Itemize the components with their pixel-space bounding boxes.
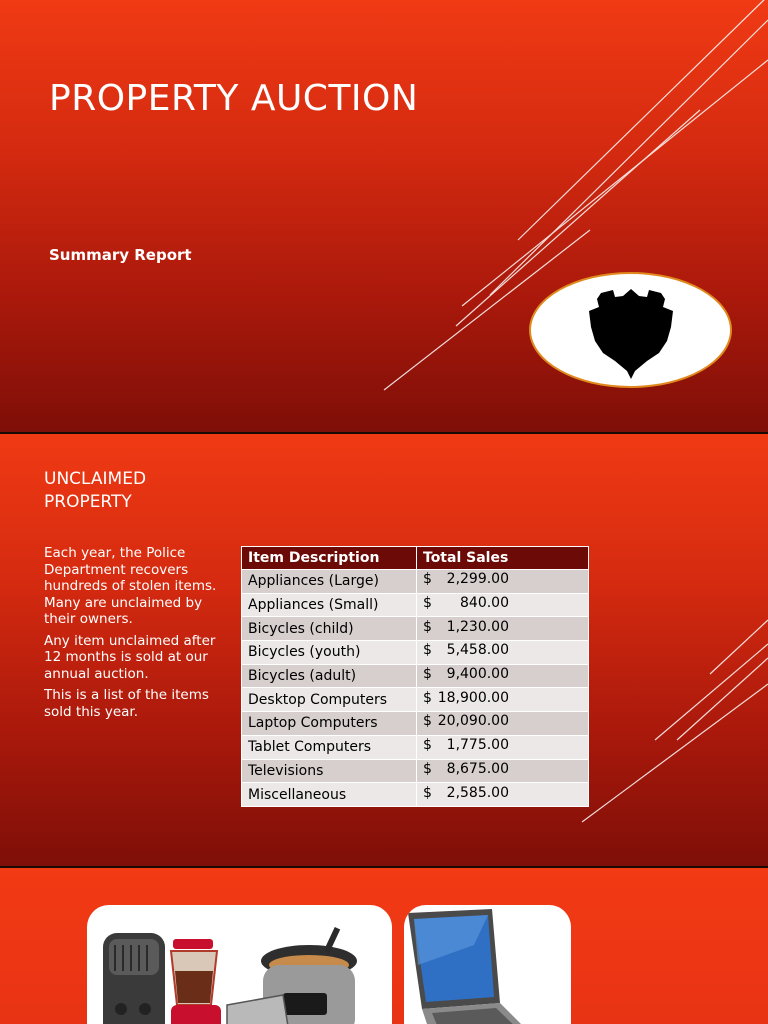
total-sales-cell bbox=[417, 570, 589, 594]
slide-title: PROPERTY AUCTION bbox=[49, 78, 419, 119]
total-sales-cell bbox=[417, 617, 589, 641]
table-row bbox=[242, 617, 589, 641]
currency-symbol: $ bbox=[423, 618, 432, 635]
table-header-row bbox=[242, 547, 589, 570]
table-row bbox=[242, 570, 589, 594]
table-row bbox=[242, 688, 589, 712]
sales-amount: 840.00 bbox=[460, 595, 509, 612]
table-row bbox=[242, 759, 589, 783]
police-badge-icon bbox=[587, 287, 675, 379]
item-description-cell: Bicycles (child) bbox=[242, 617, 417, 641]
currency-symbol: $ bbox=[423, 666, 432, 683]
sales-amount: 18,900.00 bbox=[437, 689, 509, 706]
slide-subtitle: Summary Report bbox=[49, 246, 192, 264]
table-row bbox=[242, 783, 589, 807]
sales-amount: 1,775.00 bbox=[446, 737, 509, 754]
title-slide bbox=[0, 0, 768, 432]
column-header-item: Item Description bbox=[242, 547, 417, 570]
total-sales-cell bbox=[417, 759, 589, 783]
item-description-cell: Desktop Computers bbox=[242, 688, 417, 712]
table-row bbox=[242, 712, 589, 736]
item-description-cell: Bicycles (adult) bbox=[242, 664, 417, 688]
sales-amount: 20,090.00 bbox=[437, 713, 509, 730]
item-description-cell: Tablet Computers bbox=[242, 735, 417, 759]
table-row bbox=[242, 593, 589, 617]
section-body bbox=[44, 545, 219, 725]
sales-amount: 2,299.00 bbox=[446, 571, 509, 588]
laptop-icon bbox=[404, 905, 571, 1024]
total-sales-cell bbox=[417, 664, 589, 688]
item-description-cell: Miscellaneous bbox=[242, 783, 417, 807]
laptop-photo bbox=[404, 905, 571, 1024]
column-header-sales: Total Sales bbox=[417, 547, 589, 570]
item-description-cell: Televisions bbox=[242, 759, 417, 783]
currency-symbol: $ bbox=[423, 595, 432, 612]
item-description-cell: Appliances (Small) bbox=[242, 593, 417, 617]
total-sales-cell bbox=[417, 688, 589, 712]
table-row bbox=[242, 641, 589, 665]
section-title: UNCLAIMED PROPERTY bbox=[44, 469, 147, 512]
item-description-cell: Appliances (Large) bbox=[242, 570, 417, 594]
paragraph: Each year, the Police Department recovers hundreds of stolen items. Many are unclaimed by their owners. bbox=[44, 545, 217, 627]
sales-amount: 8,675.00 bbox=[446, 760, 509, 777]
police-logo bbox=[529, 272, 732, 388]
table-row bbox=[242, 735, 589, 759]
total-sales-cell bbox=[417, 641, 589, 665]
currency-symbol: $ bbox=[423, 760, 432, 777]
paragraph: Any item unclaimed after 12 months is sold at our annual auction. bbox=[44, 632, 216, 682]
sales-amount: 5,458.00 bbox=[446, 642, 509, 659]
table-row bbox=[242, 664, 589, 688]
sales-amount: 2,585.00 bbox=[446, 784, 509, 801]
item-description-cell: Bicycles (youth) bbox=[242, 641, 417, 665]
currency-symbol: $ bbox=[423, 642, 432, 659]
item-description-cell: Laptop Computers bbox=[242, 712, 417, 736]
sales-amount: 1,230.00 bbox=[446, 618, 509, 635]
currency-symbol: $ bbox=[423, 689, 432, 706]
total-sales-cell bbox=[417, 735, 589, 759]
total-sales-cell bbox=[417, 783, 589, 807]
kitchen-appliances-icon bbox=[87, 905, 392, 1024]
currency-symbol: $ bbox=[423, 784, 432, 801]
currency-symbol: $ bbox=[423, 571, 432, 588]
currency-symbol: $ bbox=[423, 737, 432, 754]
total-sales-cell bbox=[417, 712, 589, 736]
sales-table bbox=[241, 546, 589, 807]
paragraph: This is a list of the items sold this year. bbox=[44, 687, 209, 720]
appliances-photo bbox=[87, 905, 392, 1024]
table-body bbox=[242, 570, 589, 807]
photos-slide bbox=[0, 868, 768, 1024]
currency-symbol: $ bbox=[423, 713, 432, 730]
total-sales-cell bbox=[417, 593, 589, 617]
sales-amount: 9,400.00 bbox=[446, 666, 509, 683]
